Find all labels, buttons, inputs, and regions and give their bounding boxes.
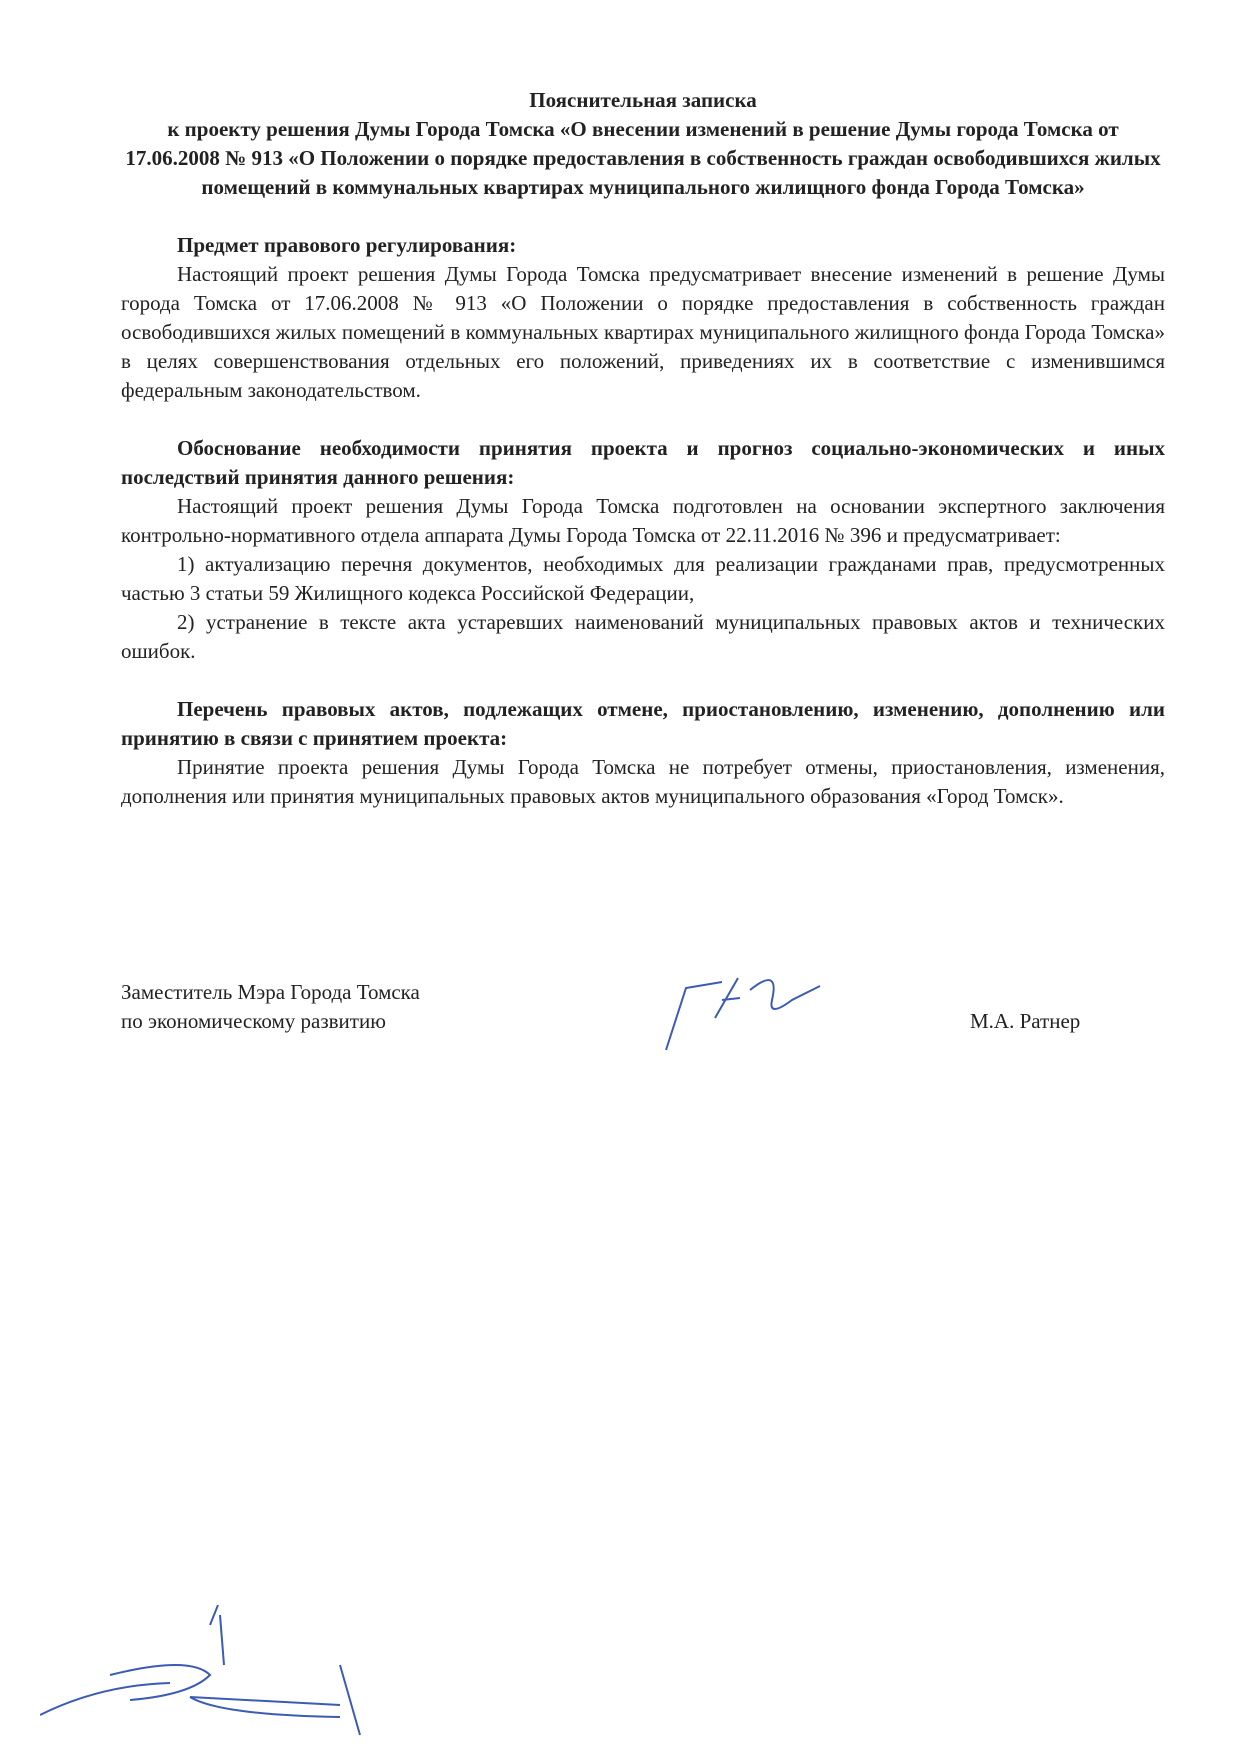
paragraph: Настоящий проект решения Думы Города Томска предусматривает внесение изменений в решение Думы города Томска от 17.06.2008 № 913 «О Положении о порядке предоставления в собственность граждан освободившихся жилых помещений в коммунальных квартирах муниципального жилищного фонда Города Томска» в целях совершенствования отдельных его положений, приведениях их в соответствие с изменившимся федеральным законодательством. bbox=[121, 262, 1165, 402]
handwritten-signature bbox=[660, 970, 840, 1060]
document-subtitle: к проекту решения Думы Города Томска «О внесении изменений в решение Думы города Томска от 17.06.2008 № 913 «О Положении о порядке предоставления в собственность граждан освободившихся жилых помещений в коммунальных квартирах муниципального жилищного фонда Города Томска» bbox=[125, 117, 1161, 199]
paragraph: Принятие проекта решения Думы Города Томска не потребует отмены, приостановления, изменения, дополнения или принятия муниципальных правовых актов муниципального образования «Город Томск». bbox=[121, 755, 1165, 808]
list-item: 1) актуализацию перечня документов, необходимых для реализации гражданами прав, предусмотренных частью 3 статьи 59 Жилищного кодекса Российской Федерации, bbox=[121, 552, 1165, 605]
signatory-name: М.А. Ратнер bbox=[970, 1009, 1081, 1033]
section-acts-list bbox=[121, 695, 1165, 811]
paragraph: Настоящий проект решения Думы Города Томска подготовлен на основании экспертного заключения контрольно-нормативного отдела аппарата Думы Города Томска от 22.11.2016 № 396 и предусматривает: bbox=[121, 494, 1165, 547]
section-justification bbox=[121, 434, 1165, 666]
document-body bbox=[121, 86, 1165, 811]
section-heading: Предмет правового регулирования: bbox=[177, 233, 517, 257]
section-heading: Перечень правовых актов, подлежащих отмене, приостановлению, изменению, дополнению или принятию в связи с принятием проекта: bbox=[121, 697, 1165, 750]
position-line: Заместитель Мэра Города Томска bbox=[121, 980, 420, 1004]
section-subject bbox=[121, 231, 1165, 405]
position-line: по экономическому развитию bbox=[121, 1009, 386, 1033]
section-heading: Обоснование необходимости принятия проекта и прогноз социально-экономических и иных последствий принятия данного решения: bbox=[121, 436, 1165, 489]
signatory-position bbox=[121, 978, 420, 1036]
initials-signature bbox=[40, 1605, 380, 1745]
document-title: Пояснительная записка bbox=[529, 88, 757, 112]
list-item: 2) устранение в тексте акта устаревших наименований муниципальных правовых актов и технических ошибок. bbox=[121, 610, 1165, 663]
